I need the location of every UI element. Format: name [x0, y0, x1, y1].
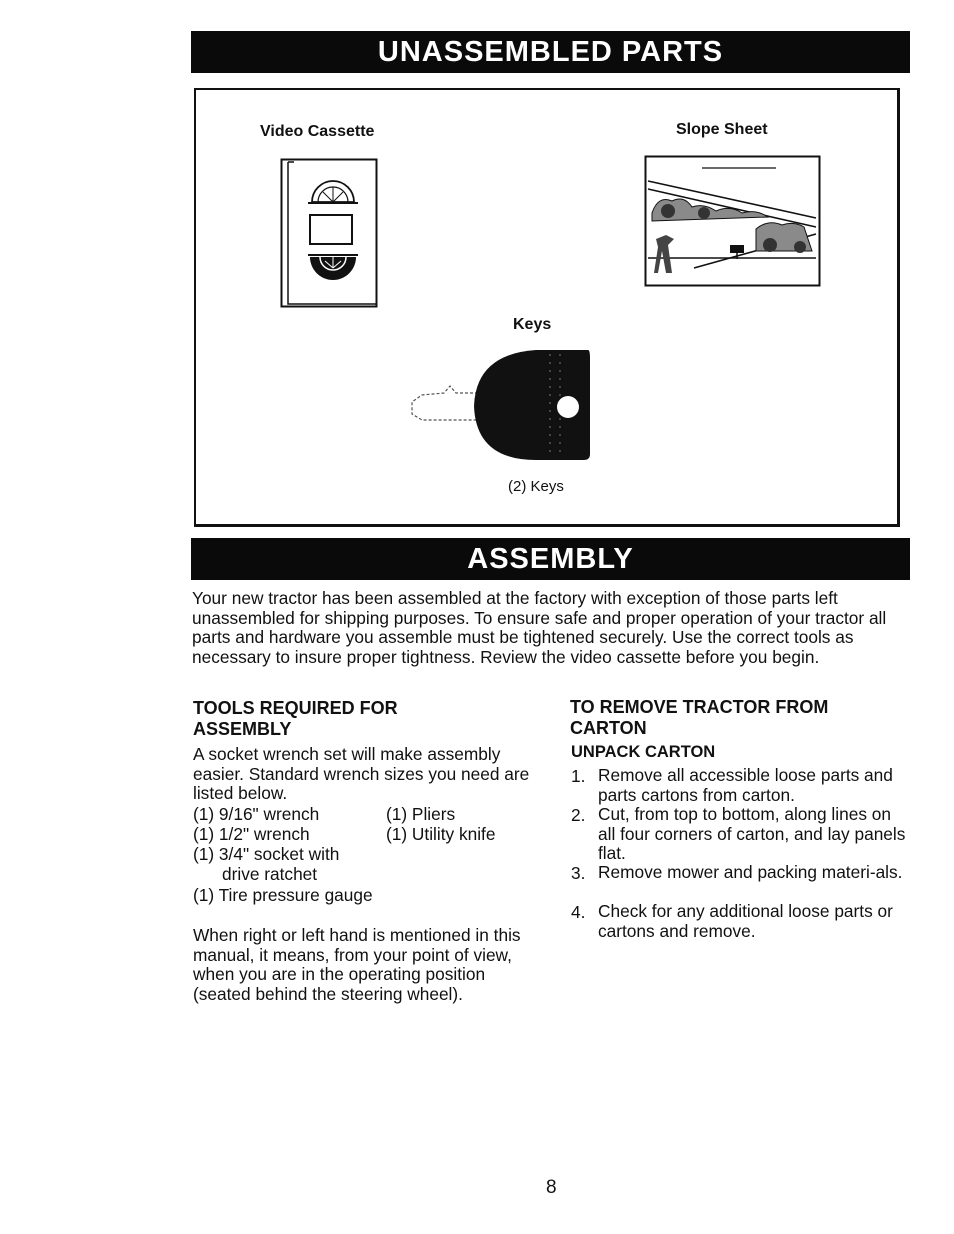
unpack-carton-subheading: UNPACK CARTON — [571, 743, 716, 761]
remove-heading-line2: CARTON — [570, 718, 647, 738]
step-number: 2. — [571, 805, 586, 825]
tools-heading-line1: TOOLS REQUIRED FOR — [193, 698, 398, 718]
step-number: 1. — [571, 766, 586, 786]
tool-item: (1) Tire pressure gauge — [193, 885, 373, 905]
step-text: Remove mower and packing materi-als. — [598, 862, 903, 882]
assembly-title: ASSEMBLY — [467, 542, 634, 575]
hand-note: When right or left hand is mentioned in this manual, it means, from your point of view, when you are in the operating position (seated behind the steering wheel). — [193, 925, 521, 1004]
video-cassette-image — [280, 158, 380, 310]
tool-item: (1) 1/2" wrench — [193, 824, 310, 844]
tool-item: (1) 3/4" socket with — [193, 844, 340, 864]
step-text: Cut, from top to bottom, along lines on all four corners of carton, and lay panels flat. — [598, 804, 906, 864]
assembly-banner — [191, 538, 910, 580]
step-text: Check for any additional loose parts or cartons and remove. — [598, 901, 893, 941]
tool-item: (1) Utility knife — [386, 824, 496, 844]
assembly-intro: Your new tractor has been assembled at the factory with exception of those parts left unassembled for shipping purposes. To ensure safe and proper operation of your tractor all parts and hardware you assemble must be tightened securely. Use the correct tools as necessary to insure proper tightness. Review the video cassette before you begin. — [192, 588, 887, 667]
key-image — [408, 348, 590, 464]
page-number: 8 — [546, 1177, 557, 1198]
tools-heading-line2: ASSEMBLY — [193, 719, 292, 739]
step-number: 4. — [571, 902, 586, 922]
keys-label: Keys — [513, 316, 552, 333]
slope-sheet-image — [644, 155, 822, 288]
unassembled-parts-title: UNASSEMBLED PARTS — [377, 35, 724, 68]
remove-heading-line1: TO REMOVE TRACTOR FROM — [570, 697, 829, 717]
step-text: Remove all accessible loose parts and parts cartons from carton. — [598, 765, 893, 805]
slope-sheet-label: Slope Sheet — [676, 121, 768, 138]
tool-item: (1) 9/16" wrench — [193, 804, 320, 824]
keys-caption: (2) Keys — [508, 478, 564, 495]
step-number: 3. — [571, 863, 586, 883]
tools-intro: A socket wrench set will make assembly easier. Standard wrench sizes you need are listed below. — [193, 744, 530, 804]
unassembled-parts-banner — [191, 31, 910, 73]
tool-item: drive ratchet — [222, 864, 318, 884]
tool-item: (1) Pliers — [386, 804, 456, 824]
video-cassette-label: Video Cassette — [260, 123, 375, 140]
